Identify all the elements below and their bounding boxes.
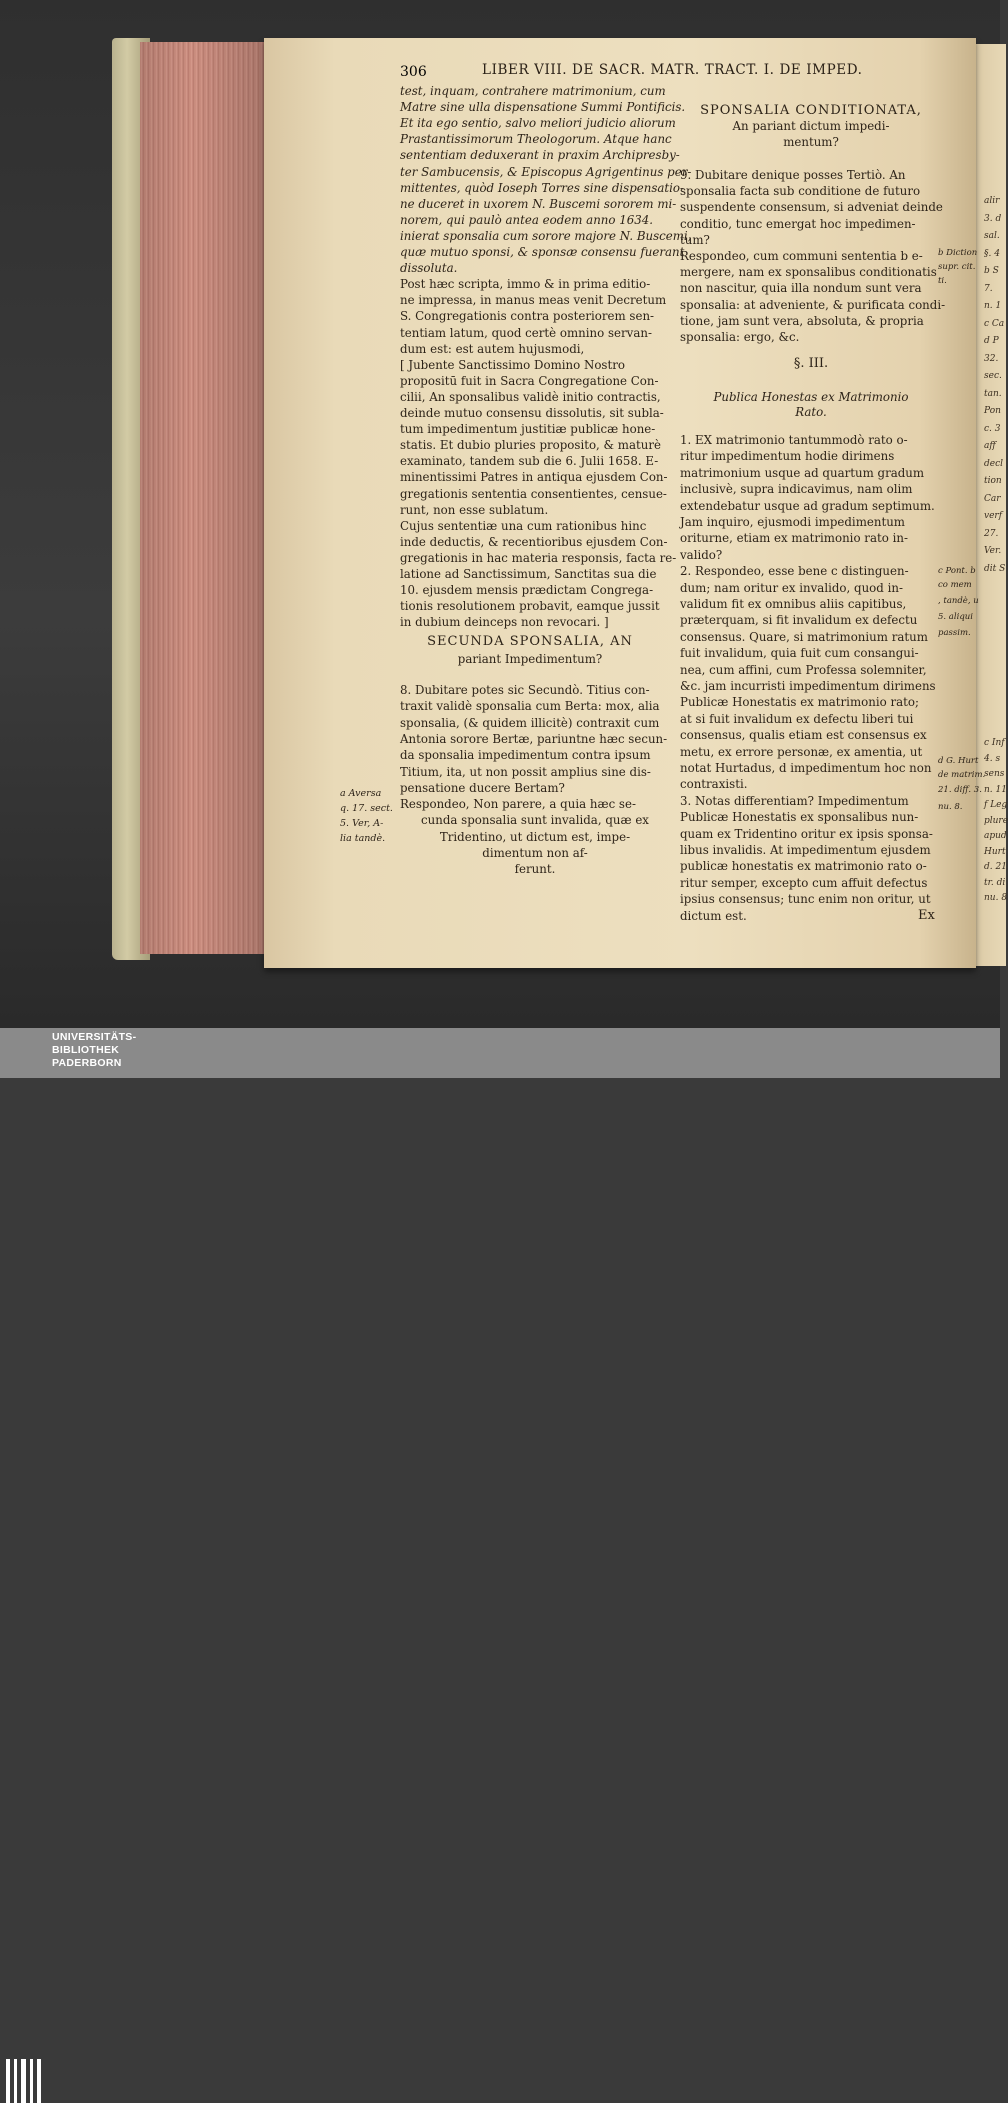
facing-page-fragment: n. 1	[984, 301, 1002, 311]
section-mark: §. III.	[793, 356, 829, 371]
facing-page-fragment: decl	[984, 458, 1004, 469]
margin-note-line: passim.	[938, 628, 971, 638]
right-heading1-line1: SPONSALIA CONDITIONATA,	[700, 103, 922, 118]
text-line: Publicæ Honestatis ex matrimonio rato;	[680, 695, 919, 710]
text-line: Prastantissimorum Theologorum. Atque hanc	[400, 132, 672, 147]
text-line: tum?	[680, 232, 710, 247]
facing-page-fragment: aff	[984, 441, 996, 451]
catchword: Ex	[918, 908, 935, 923]
text-line: tionis resolutionem probavit, eamque jussit	[400, 599, 660, 614]
text-line: nea, cum affini, cum Professa solemniter,	[680, 662, 927, 677]
text-line: Cujus sententiæ una cum rationibus hinc	[400, 518, 647, 533]
facing-page-fragment: c. 3	[984, 423, 1001, 434]
margin-note-line: q. 17. sect.	[340, 803, 393, 814]
right-heading1-line2: An pariant dictum impedi-	[732, 119, 890, 133]
text-line: S. Congregationis contra posteriorem sen-	[400, 309, 655, 324]
text-line: Tridentino, ut dictum est, impe-	[439, 829, 631, 844]
margin-note-line: lia tandè.	[340, 833, 386, 844]
text-line: ter Sambucensis, & Episcopus Agrigentinus per-	[400, 164, 692, 179]
text-line: sponsalia: ergo, &c.	[680, 330, 800, 344]
text-line: Publicæ Honestatis ex sponsalibus nun-	[680, 810, 919, 825]
text-line: test, inquam, contrahere matrimonium, cum	[400, 84, 666, 98]
text-line: Titium, ita, ut non possit amplius sine dis-	[400, 764, 651, 779]
text-line: mittentes, quòd Ioseph Torres sine dispensatio-	[400, 180, 685, 195]
library-logo-icon	[6, 2059, 46, 2103]
text-line: extendebatur usque ad gradum septimum.	[680, 498, 935, 513]
text-line: gregationis sententia consentientes, censue-	[400, 486, 667, 501]
text-line: inde deductis, & recentioribus ejusdem Con-	[400, 534, 668, 549]
text-line: 1. EX matrimonio tantummodò rato o-	[680, 433, 908, 447]
facing-page-fragment: 27.	[984, 528, 999, 539]
footer-line1: UNIVERSITÄTS-	[52, 1031, 137, 1043]
scan-photo	[0, 0, 1008, 1028]
text-line: norem, qui paulò antea eodem anno 1634.	[400, 212, 654, 227]
text-line: ritur impedimentum hodie dirimens	[680, 449, 895, 464]
text-line: quæ mutuo sponsi, & sponsæ consensu fuerant	[400, 245, 685, 259]
text-line: libus invalidis. At impedimentum ejusdem	[680, 843, 931, 857]
text-line: 2. Respondeo, esse bene c distinguen-	[680, 564, 909, 579]
text-line: at si fuit invalidum ex defectu liberi tui	[680, 711, 914, 726]
text-line: latione ad Sanctissimum, Sanctitas sua die	[400, 567, 657, 581]
text-line: traxit validè sponsalia cum Berta: mox, alia	[400, 699, 660, 714]
left-heading-line1: SECUNDA SPONSALIA, AN	[427, 634, 633, 649]
text-line: minentissimi Patres in antiqua ejusdem Con-	[400, 470, 668, 485]
text-line: statis. Et dubio pluries proposito, & maturè	[400, 438, 661, 453]
text-line: oriturne, etiam ex matrimonio rato in-	[680, 531, 908, 546]
text-line: dimentum non af-	[482, 846, 588, 860]
text-line: notat Hurtadus, d impedimentum hoc non	[680, 761, 932, 775]
fore-edge-shading	[140, 42, 270, 954]
facing-page-fragment: 7.	[984, 283, 993, 294]
margin-note-line: ti.	[938, 276, 947, 286]
running-title: LIBER VIII. DE SACR. MATR. TRACT. I. DE IMPED.	[482, 62, 863, 78]
text-line: sponsalia, (& quidem illicitè) contraxit cum	[400, 715, 660, 730]
footer-line3: PADERBORN	[52, 1057, 122, 1069]
facing-page-fragment: n. 11	[984, 784, 1007, 795]
footer-line2: BIBLIOTHEK	[52, 1044, 120, 1056]
text-line: dictum est.	[680, 908, 747, 923]
text-line: Jam inquiro, ejusmodi impedimentum	[680, 515, 905, 529]
text-line: tione, jam sunt vera, absoluta, & propria	[680, 313, 924, 328]
text-line: valido?	[680, 547, 723, 562]
right-heading2-line1: Publica Honestas ex Matrimonio	[713, 390, 909, 404]
text-line: Matre sine ulla dispensatione Summi Pontificis.	[400, 100, 686, 115]
text-line: consensus, qualis etiam est consensus ex	[680, 728, 927, 743]
margin-note-line: co mem	[938, 580, 972, 590]
facing-page-fragment: sal.	[984, 231, 1000, 241]
margin-note-line: a Aversa	[340, 788, 382, 799]
text-line: 10. ejusdem mensis prædictam Congrega-	[400, 583, 654, 598]
text-line: inclusivè, supra indicavimus, nam olim	[680, 482, 913, 497]
text-line: 8. Dubitare potes sic Secundò. Titius con-	[400, 683, 650, 697]
facing-page-fragment: d P	[984, 336, 999, 346]
text-line: propositū fuit in Sacra Congregatione Con-	[400, 373, 659, 388]
left-heading-line2: pariant Impedimentum?	[457, 652, 603, 666]
margin-note-line: , tandè, u	[938, 596, 979, 606]
margin-note-line: b Diction	[938, 248, 978, 258]
text-line: ritur semper, excepto cum affuit defectus	[680, 875, 928, 890]
facing-page-fragment: c Ca	[984, 318, 1005, 329]
page-number: 306	[400, 64, 427, 80]
text-line: contraxisti.	[680, 777, 748, 792]
facing-page-fragment: verf	[984, 511, 1003, 521]
text-line: non nascitur, quia illa nondum sunt vera	[680, 281, 922, 296]
facing-page-fragment: Car	[984, 493, 1001, 504]
text-line: dissoluta.	[400, 261, 458, 276]
text-line: sententiam deduxerant in praxim Archipresby-	[400, 148, 680, 163]
text-line: matrimonium usque ad quartum gradum	[680, 465, 925, 480]
text-line: publicæ honestatis ex matrimonio rato o-	[680, 859, 927, 874]
facing-page-fragment: tion	[984, 476, 1002, 486]
right-heading1-line3: mentum?	[783, 135, 839, 149]
facing-page-fragment: apud	[984, 831, 1007, 841]
text-line: Antonia sorore Bertæ, pariuntne hæc secun-	[400, 731, 668, 746]
facing-page-fragment: tr. di	[984, 877, 1006, 888]
facing-page-fragment: nu. 8	[984, 893, 1008, 903]
facing-page-fragment: dit S	[984, 563, 1006, 574]
facing-page-fragment: 32.	[984, 353, 999, 364]
text-line: deinde mutuo consensu dissolutis, sit subla-	[400, 406, 664, 420]
text-line: cilii, An sponsalibus validè initio contractis,	[400, 389, 661, 404]
margin-note-line: de matrim.	[938, 770, 986, 780]
text-line: fuit invalidum, quia fuit cum consangui-	[680, 646, 919, 661]
text-line: consensus. Quare, si matrimonium ratum	[680, 629, 928, 644]
text-line: ne impressa, in manus meas venit Decretum	[400, 293, 667, 308]
facing-page-fragment: Pon	[984, 406, 1001, 416]
text-line: [ Jubente Sanctissimo Domino Nostro	[400, 357, 625, 372]
text-line: præterquam, si fit invalidum ex defectu	[680, 613, 918, 628]
text-line: gregationis in hac materia responsis, facta re-	[400, 550, 677, 565]
margin-note-line: c Pont. b	[938, 566, 976, 576]
facing-page-fragment: c Inf	[984, 738, 1005, 748]
text-line: examinato, tandem sub die 6. Julii 1658. E-	[400, 454, 659, 469]
text-line: runt, non esse sublatum.	[400, 502, 549, 517]
text-line: cunda sponsalia sunt invalida, quæ ex	[421, 813, 649, 828]
facing-page-fragment: 3. d	[984, 213, 1002, 224]
text-line: ipsius consensus; tunc enim non oritur, ut	[680, 892, 931, 907]
facing-page-fragment: Hurt	[984, 846, 1006, 857]
margin-note-line: 5. aliqui	[938, 612, 973, 622]
text-line: metu, ex errore personæ, ex amentia, ut	[680, 744, 923, 759]
text-line: 3. Notas differentiam? Impedimentum	[680, 793, 909, 808]
text-line: conditio, tunc emergat hoc impedimen-	[680, 216, 916, 231]
text-line: tum impedimentum justitiæ publicæ hone-	[400, 422, 656, 437]
text-line: ferunt.	[514, 862, 556, 877]
text-line: ne duceret in uxorem N. Buscemi sororem mi-	[400, 196, 677, 211]
margin-note-line: supr. cit.	[938, 262, 976, 272]
facing-page-fragment: sec.	[984, 371, 1002, 381]
library-footer	[0, 1028, 1000, 1078]
text-line: Et ita ego sentio, salvo meliori judicio aliorum	[400, 116, 676, 131]
text-line: Respondeo, Non parere, a quia hæc se-	[400, 797, 636, 812]
text-line: sponsalia facta sub conditione de futuro	[680, 184, 921, 199]
text-line: suspendente consensum, si adveniat deinde	[680, 200, 943, 215]
text-line: dum; nam oritur ex invalido, quod in-	[680, 580, 903, 595]
text-line: 9. Dubitare denique posses Tertiò. An	[680, 168, 906, 182]
facing-page-fragment: d. 21	[984, 862, 1007, 872]
facing-page-fragment: sens	[984, 769, 1005, 779]
facing-page-fragment: f Leg	[984, 800, 1008, 810]
text-line: validum fit ex omnibus aliis capitibus,	[680, 597, 907, 611]
margin-note-line: nu. 8.	[938, 802, 963, 812]
facing-page-fragment: b S	[984, 266, 999, 276]
facing-page-fragment: Ver.	[984, 546, 1002, 556]
facing-page-fragment: alir	[984, 196, 1000, 206]
text-line: dum est: est autem hujusmodi,	[400, 341, 585, 356]
margin-note-line: 21. diff. 3.	[938, 785, 982, 795]
text-line: &c. jam incurristi impedimentum dirimens	[680, 679, 936, 693]
text-line: da sponsalia impedimentum contra ipsum	[400, 748, 651, 763]
facing-page-fragment: tan.	[984, 388, 1002, 399]
text-line: pensatione ducere Bertam?	[400, 780, 565, 795]
text-line: Post hæc scripta, immo & in prima editio-	[400, 277, 651, 292]
facing-page-fragment: 4. s	[984, 753, 1001, 764]
facing-page-fragment: plure	[984, 815, 1008, 826]
text-line: tentiam latum, quod certè omnino servan-	[400, 325, 652, 340]
text-line: inierat sponsalia cum sorore majore N. Buscemi,	[400, 228, 692, 243]
text-line: mergere, nam ex sponsalibus conditionatis	[680, 265, 937, 280]
text-line: Respondeo, cum communi sententia b e-	[680, 249, 923, 263]
facing-page-fragment: §. 4	[984, 248, 1000, 259]
text-line: in dubium deinceps non revocari. ]	[400, 615, 609, 630]
margin-note-line: d G. Hurt	[938, 756, 979, 766]
right-heading2-line2: Rato.	[795, 405, 827, 419]
margin-note-line: 5. Ver, A-	[340, 818, 384, 829]
text-line: quam ex Tridentino oritur ex ipsis sponsa-	[680, 826, 933, 841]
text-line: sponsalia: at adveniente, & purificata condi-	[680, 297, 946, 312]
